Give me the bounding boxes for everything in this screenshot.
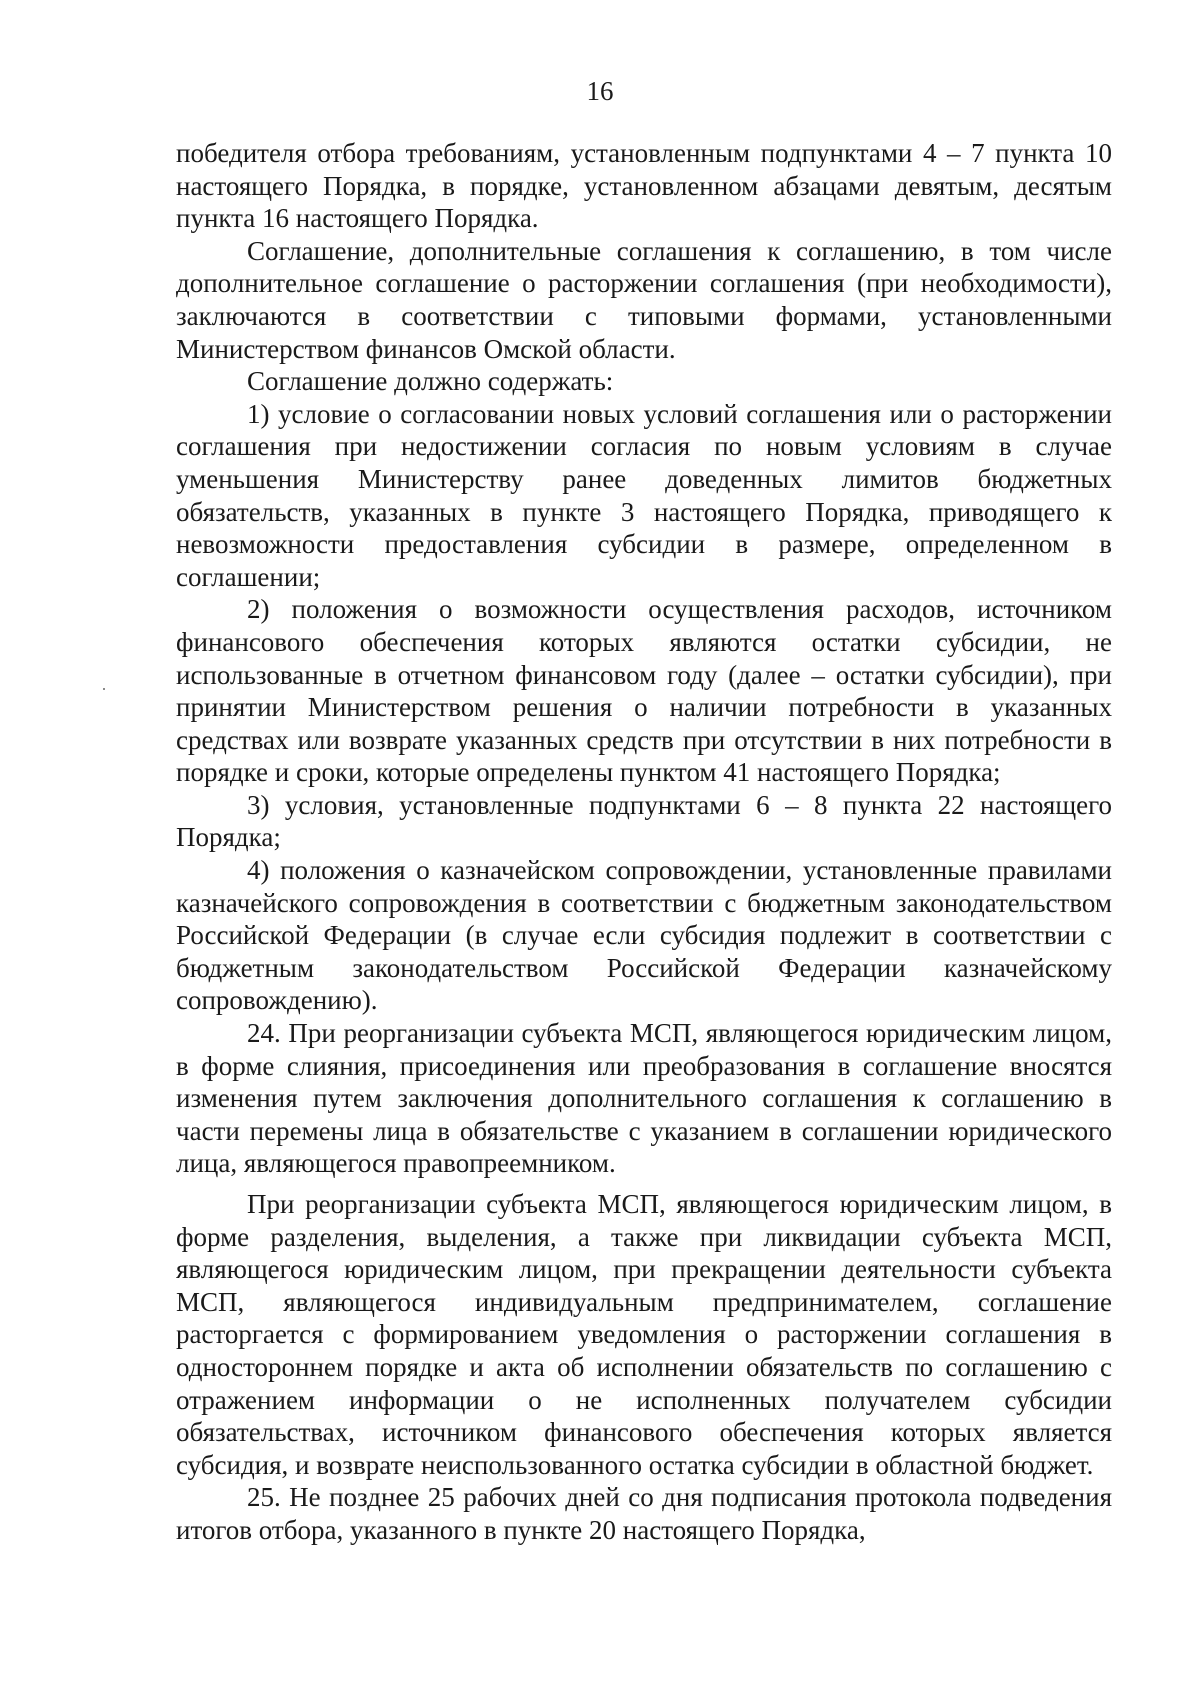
- paragraph-continuation: победителя отбора требованиям, установленным подпунктами 4 – 7 пункта 10 настоящего Порядка, в порядке, установленном абзацами девятым, десятым пункта 16 настоящего Порядка.: [176, 138, 1112, 234]
- list-item-4: 4) положения о казначейском сопровождении, установленные правилами казначейского сопровождения в соответствии с бюджетным законодательством Российской Федерации (в случае если субсидия подлежит в соответствии с бюджетным законодательством Российской Федерации казначейскому сопровождению).: [176, 855, 1112, 1016]
- list-item-2: 2) положения о возможности осуществления расходов, источником финансового обеспечения которых являются остатки субсидии, не использованные в отчетном финансовом году (далее – остатки субсидии), при принятии Министерством решения о наличии потребности в указанных средствах или возврате указанных средств при отсутствии в них потребности в порядке и сроки, которые определены пунктом 41 настоящего Порядка;: [176, 594, 1112, 788]
- paragraph-agreement-contents: Соглашение должно содержать:: [247, 366, 614, 397]
- page-number: 16: [586, 76, 614, 106]
- paragraph-clause-24: 24. При реорганизации субъекта МСП, являющегося юридическим лицом, в форме слияния, присоединения или преобразования в соглашение вносятся изменения путем заключения дополнительного соглашения к соглашению в части перемены лица в обязательстве с указанием в соглашении юридического лица, являющегося правопреемником.: [176, 1018, 1112, 1179]
- list-item-3: 3) условия, установленные подпунктами 6 – 8 пункта 22 настоящего Порядка;: [176, 789, 1112, 853]
- paragraph-reorganization: При реорганизации субъекта МСП, являющегося юридическим лицом, в форме разделения, выделения, а также при ликвидации субъекта МСП, являющегося юридическим лицом, при прекращении деятельности субъекта МСП, являющегося индивидуальным предпринимателем, соглашение расторгается с формированием уведомления о расторжении соглашения в одностороннем порядке и акта об исполнении обязательств по соглашению с отражением информации о не исполненных получателем субсидии обязательствах, источником финансового обеспечения которых является субсидия, и возврате неиспользованного остатка субсидии в областной бюджет.: [176, 1189, 1112, 1480]
- paragraph-agreement-forms: Соглашение, дополнительные соглашения к соглашению, в том числе дополнительное соглашение о расторжении соглашения (при необходимости), заключаются в соответствии с типовыми формами, установленными Министерством финансов Омской области.: [176, 235, 1112, 364]
- document-body: [176, 137, 1112, 1547]
- list-item-1: 1) условие о согласовании новых условий соглашения или о расторжении соглашения при недостижении согласия по новым условиям в случае уменьшения Министерству ранее доведенных лимитов бюджетных обязательств, указанных в пункте 3 настоящего Порядка, приводящего к невозможности предоставления субсидии в размере, определенном в соглашении;: [176, 398, 1112, 592]
- paragraph-clause-25: 25. Не позднее 25 рабочих дней со дня подписания протокола подведения итогов отбора, указанного в пункте 20 настоящего Порядка,: [176, 1482, 1112, 1545]
- scan-margin-mark: [103, 688, 105, 690]
